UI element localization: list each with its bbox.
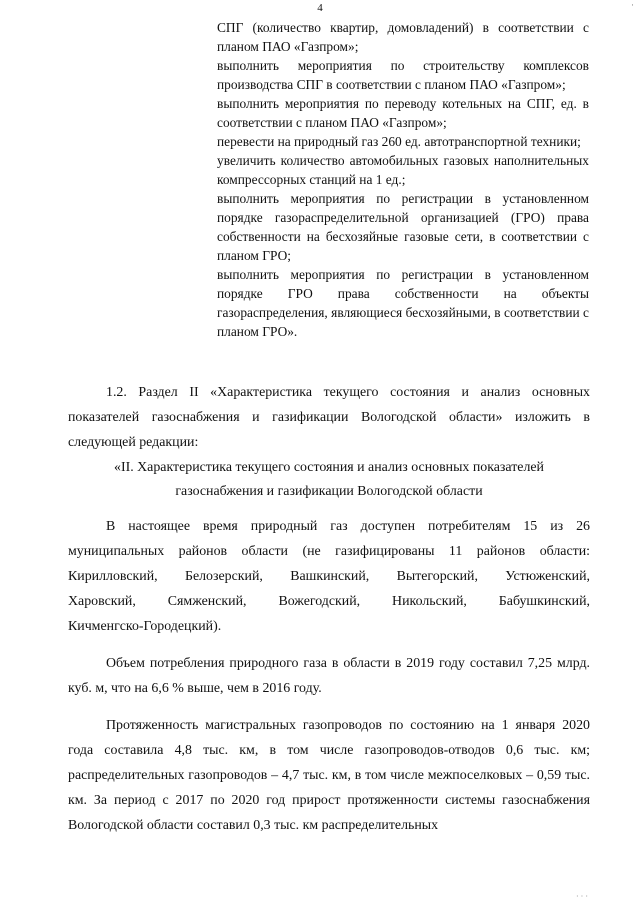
corner-mark: · — [631, 0, 634, 10]
bullet-item: выполнить мероприятия по регистрации в установленном порядке газораспределительной организацией (ГРО) права собственности на бесхозяйные газовые сети, в соответствии с планом ГРО; — [217, 191, 589, 263]
bullet-item: выполнить мероприятия по регистрации в установленном порядке ГРО права собственности на объекты газораспределения, являющиеся бесхозяйными, в соответствии с планом ГРО». — [217, 267, 589, 339]
section-title — [68, 456, 590, 504]
paragraph-line: В настоящее время природный газ доступен потребителям 15 из 26 — [106, 519, 590, 534]
bullet-item: СПГ (количество квартир, домовладений) в соответствии с планом ПАО «Газпром»; — [217, 20, 589, 54]
paragraph-line: Кирилловский, Белозерский, Вашкинский, Вытегорский, Устюженский, — [68, 569, 590, 584]
page-number: 4 — [317, 2, 323, 14]
paragraph-line: Кичменгско-Городецкий). — [68, 619, 222, 634]
bullet-item: перевести на природный газ 260 ед. автотранспортной техники; — [217, 134, 581, 149]
consumption-paragraph: Объем потребления природного газа в области в 2019 году составил 7,25 млрд. куб. м, что на 6,6 % выше, чем в 2016 году. — [68, 656, 590, 696]
bullet-list — [217, 18, 589, 341]
paragraph-line: Харовский, Сямженский, Вожегодский, Никольский, Бабушкинский, — [68, 594, 590, 609]
pipeline-paragraph: Протяженность магистральных газопроводов по состоянию на 1 января 2020 года составила 4,8 тыс. км, в том числе газопроводов-отводов 0,6 тыс. км; распределительных газопроводов – 4,7 тыс. км, в том числе межпоселковых – 0,59 тыс. км. За период с 2017 по 2020 год прирост протяженности системы газоснабжения Вологодской области составил 0,3 тыс. км распределительных — [68, 718, 590, 833]
bullet-item: выполнить мероприятия по переводу котельных на СПГ, ед. в соответствии с планом ПАО «Газпром»; — [217, 96, 589, 130]
main-body — [68, 380, 590, 838]
amendment-paragraph: 1.2. Раздел II «Характеристика текущего состояния и анализ основных показателей газоснабжения и газификации Вологодской области» изложить в следующей редакции: — [68, 385, 590, 450]
districts-paragraph — [68, 514, 590, 639]
section-title-line: газоснабжения и газификации Вологодской области — [175, 484, 483, 499]
paragraph-line: муниципальных районов области (не газифицированы 11 районов области: — [68, 544, 590, 559]
corner-mark-bottom: · · · — [576, 892, 588, 901]
bullet-item: увеличить количество автомобильных газовых наполнительных компрессорных станций на 1 ед.; — [217, 153, 589, 187]
section-title-line: «II. Характеристика текущего состояния и анализ основных показателей — [114, 460, 544, 475]
bullet-item: выполнить мероприятия по строительству комплексов производства СПГ в соответствии с планом ПАО «Газпром»; — [217, 58, 589, 92]
